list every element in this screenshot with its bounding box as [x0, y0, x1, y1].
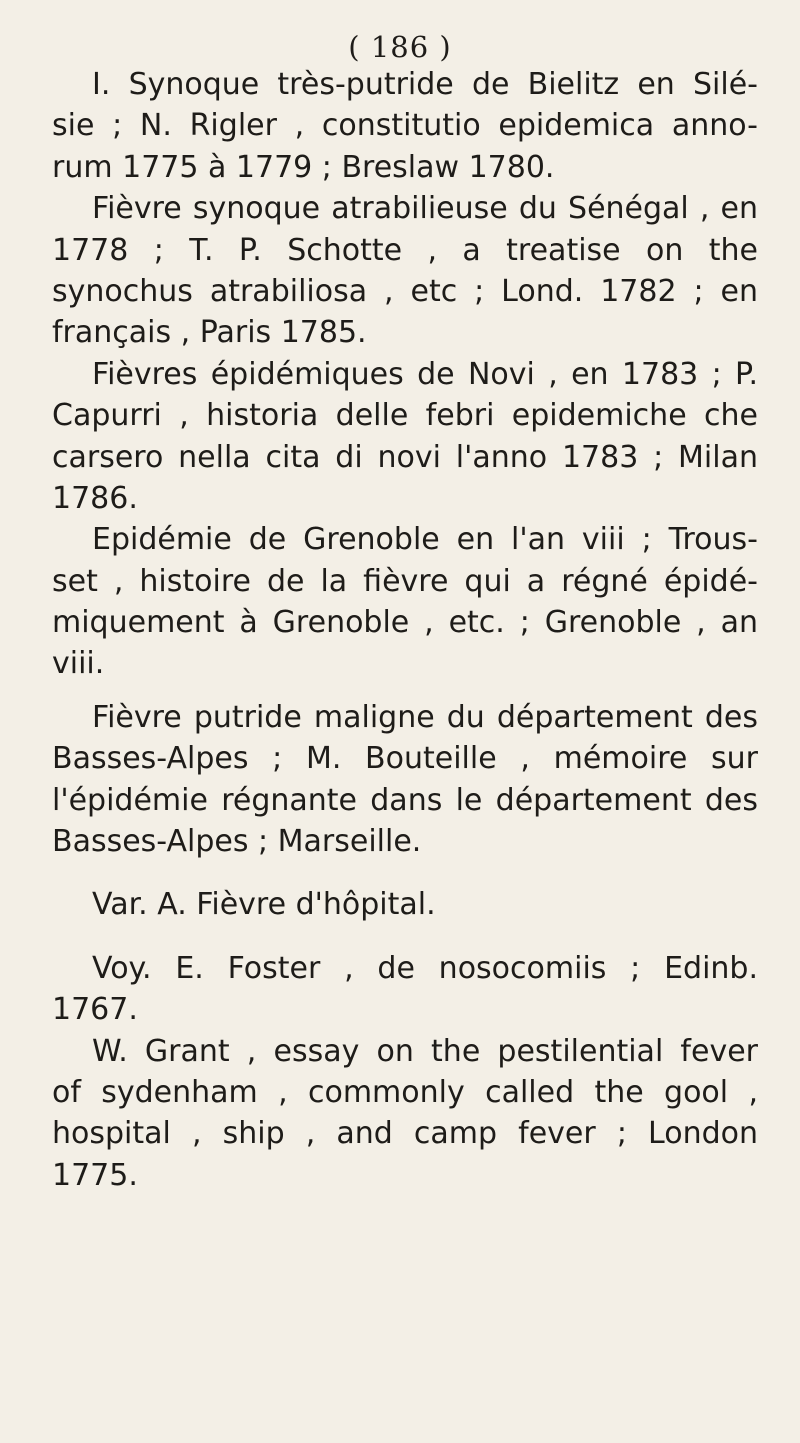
text-line: 1767.: [52, 992, 138, 1028]
text-line: Voy. E. Foster , de nosocomiis ; Edinb.: [92, 950, 758, 986]
text-line: of sydenham , commonly called the gool ,: [52, 1074, 758, 1110]
page-number: ( 186 ): [348, 30, 452, 64]
text-line: français , Paris 1785.: [52, 315, 367, 351]
text-line: viii.: [52, 646, 105, 682]
text-line: rum 1775 à 1779 ; Breslaw 1780.: [52, 149, 555, 185]
paragraph-bielitz: [52, 64, 758, 188]
text-line: W. Grant , essay on the pestilential fever: [92, 1033, 758, 1069]
text-line: sie ; N. Rigler , constitutio epidemica anno-: [52, 108, 758, 144]
text-line: miquement à Grenoble , etc. ; Grenoble , an: [52, 605, 758, 641]
text-line: Epidémie de Grenoble en l'an viii ; Trous-: [92, 522, 758, 558]
paragraph-foster: [52, 948, 758, 1031]
text-line: Fièvre synoque atrabilieuse du Sénégal , en: [92, 191, 758, 227]
paragraph-novi: [52, 354, 758, 520]
text-line: synochus atrabiliosa , etc ; Lond. 1782 ; en: [52, 273, 758, 309]
text-line: Capurri , historia delle febri epidemiche che: [52, 398, 758, 434]
paragraph-grenoble: [52, 519, 758, 685]
text-line: Basses-Alpes ; M. Bouteille , mémoire sur: [52, 741, 758, 777]
paragraph-senegal: [52, 188, 758, 354]
page-text: [52, 64, 758, 1196]
text-line: Basses-Alpes ; Marseille.: [52, 824, 422, 860]
text-line: 1775.: [52, 1157, 138, 1193]
text-line: carsero nella cita di novi l'anno 1783 ; Milan: [52, 439, 758, 475]
paragraph-var-a: [52, 884, 758, 925]
text-line: hospital , ship , and camp fever ; London: [52, 1116, 758, 1152]
text-line: I. Synoque très-putride de Bielitz en Silé-: [92, 67, 758, 102]
text-line: set , histoire de la fièvre qui a régné épidé-: [52, 563, 758, 599]
text-line: Fièvres épidémiques de Novi , en 1783 ; P.: [92, 356, 758, 392]
text-line: Fièvre putride maligne du département des: [92, 699, 758, 735]
text-line: 1778 ; T. P. Schotte , a treatise on the: [52, 232, 758, 268]
text-line: 1786.: [52, 480, 138, 516]
text-line: l'épidémie régnante dans le département des: [52, 782, 758, 818]
paragraph-grant: [52, 1031, 758, 1197]
paragraph-basses-alpes: [52, 697, 758, 863]
text-line: Var. A. Fièvre d'hôpital.: [92, 887, 436, 923]
